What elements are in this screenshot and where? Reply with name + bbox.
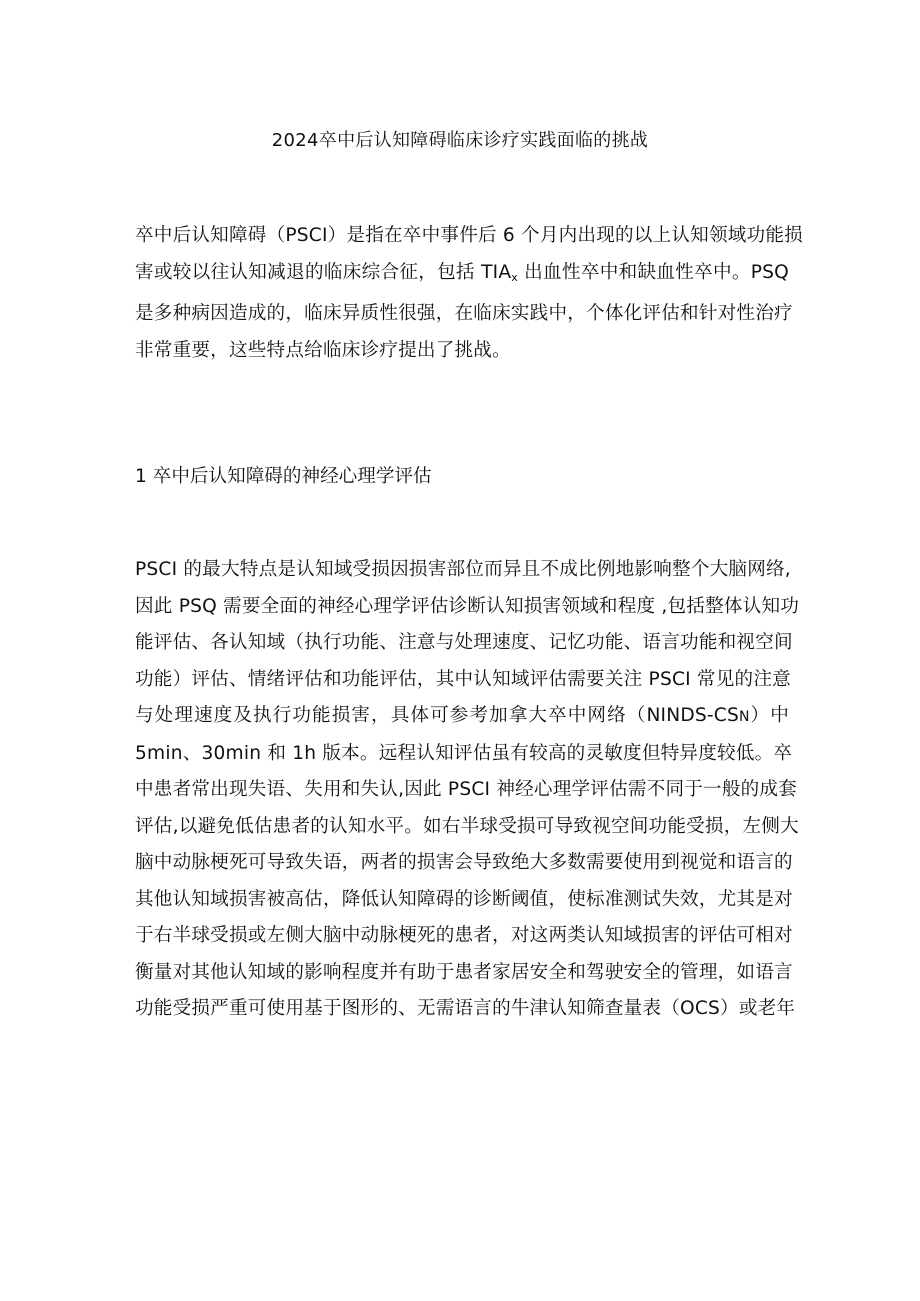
section-1-line-12: 衡量对其他认知域的影响程度并有助于患者家居安全和驾驶安全的管理，如语言 bbox=[135, 961, 793, 983]
intro-line-2-subscript: x bbox=[511, 270, 518, 284]
section-1-line-7: 中患者常出现失语、失用和失认,因此 PSCI 神经心理学评估需不同于一般的成套 bbox=[135, 779, 798, 800]
intro-line-2 bbox=[135, 255, 789, 297]
intro-line-3: 是多种病因造成的，临床异质性很强，在临床实践中，个体化评估和针对性治疗 bbox=[135, 303, 793, 324]
section-1-line-5 bbox=[135, 698, 789, 736]
section-1-line-6: 5min、30min 和 1h 版本。远程认知评估虽有较高的灵敏度但特异度较低。卒 bbox=[135, 742, 793, 764]
section-1-line-8: 评估,以避免低估患者的认知水平。如右半球受损可导致视空间功能受损，左侧大 bbox=[135, 815, 799, 837]
section-1-line-13: 功能受损严重可使用基于图形的、无需语言的牛津认知筛查量表（OCS）或老年 bbox=[135, 998, 796, 1019]
section-1-line-9: 脑中动脉梗死可导致失语，两者的损害会导致绝大多数需要使用到视觉和语言的 bbox=[135, 852, 793, 873]
section-1-line-5-text-b: ）中 bbox=[749, 705, 789, 726]
section-1-line-3: 能评估、各认知域（执行功能、注意与处理速度、记忆功能、语言功能和视空间 bbox=[135, 632, 793, 653]
section-1-paragraph bbox=[135, 552, 800, 1028]
section-1-line-1: PSCI 的最大特点是认知域受损因损害部位而异且不成比例地影响整个大脑网络, bbox=[135, 559, 791, 580]
section-1-line-10: 其他认知域损害被高估，降低认知障碍的诊断阈值，使标准测试失效，尤其是对 bbox=[135, 888, 793, 910]
section-1-line-2: 因此 PSQ 需要全面的神经心理学评估诊断认知损害领域和程度 ,包括整体认知功 bbox=[135, 595, 800, 617]
section-1-line-11: 于右半球受损或左侧大脑中动脉梗死的患者，对这两类认知域损害的评估可相对 bbox=[135, 925, 793, 946]
intro-line-1: 卒中后认知障碍（PSCI）是指在卒中事件后 6 个月内出现的以上认知领域功能损 bbox=[135, 225, 803, 246]
section-1-line-5-small: N bbox=[738, 709, 750, 725]
intro-line-2-text-b: 出血性卒中和缺血性卒中。PSQ bbox=[517, 261, 790, 283]
intro-line-2-text-a: 害或较以往认知减退的临床综合征，包括 TIA bbox=[135, 261, 512, 283]
section-1-line-4: 功能）评估、情绪评估和功能评估，其中认知域评估需要关注 PSCI 常见的注意 bbox=[135, 668, 791, 690]
section-1-heading: 1 卒中后认知障碍的神经心理学评估 bbox=[135, 466, 432, 487]
section-1-line-5-text-a: 与处理速度及执行功能损害，具体可参考加拿大卒中网络（NINDS-CS bbox=[135, 705, 739, 726]
intro-paragraph bbox=[135, 218, 803, 369]
intro-line-4: 非常重要，这些特点给临床诊疗提出了挑战。 bbox=[135, 339, 511, 361]
document-title: 2024卒中后认知障碍临床诊疗实践面临的挑战 bbox=[271, 130, 649, 151]
